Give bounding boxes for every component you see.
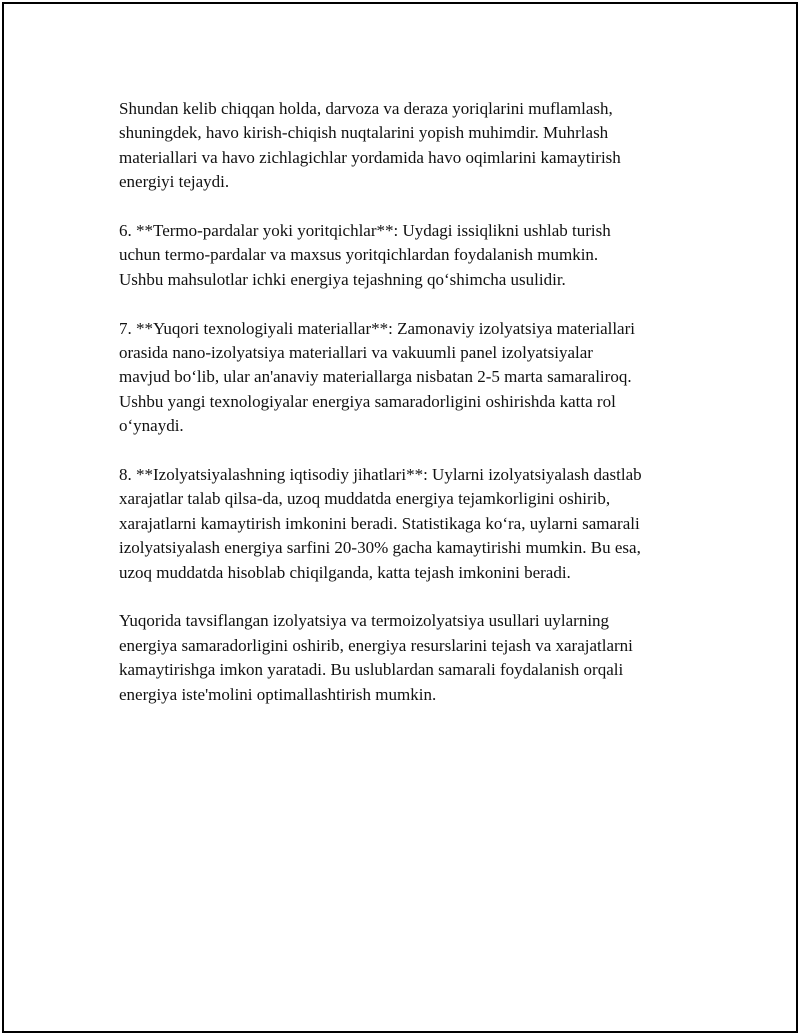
paragraph-conclusion: Yuqorida tavsiflangan izolyatsiya va termoizolyatsiya usullari uylarning energiya samaradorligini oshirib, energiya resurslarini tejash va xarajatlarni kamaytirishga imkon yaratadi. Bu uslublardan samarali foydalanish orqali energiya iste'molini optimallashtirish mumkin.	[119, 611, 633, 704]
paragraph-high-tech-materials: 7. **Yuqori texnologiyali materiallar**: Zamonaviy izolyatsiya materiallari orasida nano-izolyatsiya materiallari va vakuumli panel izolyatsiyalar mavjud bo‘lib, ular an'anaviy materiallarga nisbatan 2-5 marta samaraliroq. Ushbu yangi texnologiyalar energiya samaradorligini oshirishda katta rol o‘ynaydi.	[119, 318, 635, 436]
paragraph-economic-aspects: 8. **Izolyatsiyalashning iqtisodiy jihatlari**: Uylarni izolyatsiyalash dastlab xarajatlar talab qilsa-da, uzoq muddatda energiya tejamkorligini oshirib, xarajatlarni kamaytirish imkonini beradi. Statistikaga ko‘ra, uylarni samarali izolyatsiyalash energiya sarfini 20-30% gacha kamaytirishi mumkin. Bu esa, uzoq muddatda hisoblab chiqilganda, katta tejash imkonini beradi.	[119, 465, 642, 582]
paragraph-thermal-curtains: 6. **Termo-pardalar yoki yoritqichlar**: Uydagi issiqlikni ushlab turish uchun termo-pardalar va maxsus yoritqichlardan foydalanish mumkin. Ushbu mahsulotlar ichki energiya tejashning qo‘shimcha usulidir.	[119, 221, 611, 289]
document-page	[2, 2, 798, 1033]
document-body	[119, 97, 699, 731]
paragraph-sealing: Shundan kelib chiqqan holda, darvoza va deraza yoriqlarini muflamlash, shuningdek, havo kirish-chiqish nuqtalarini yopish muhimdir. Muhrlash materiallari va havo zichlagichlar yordamida havo oqimlarini kamaytirish energiyi tejaydi.	[119, 99, 621, 192]
